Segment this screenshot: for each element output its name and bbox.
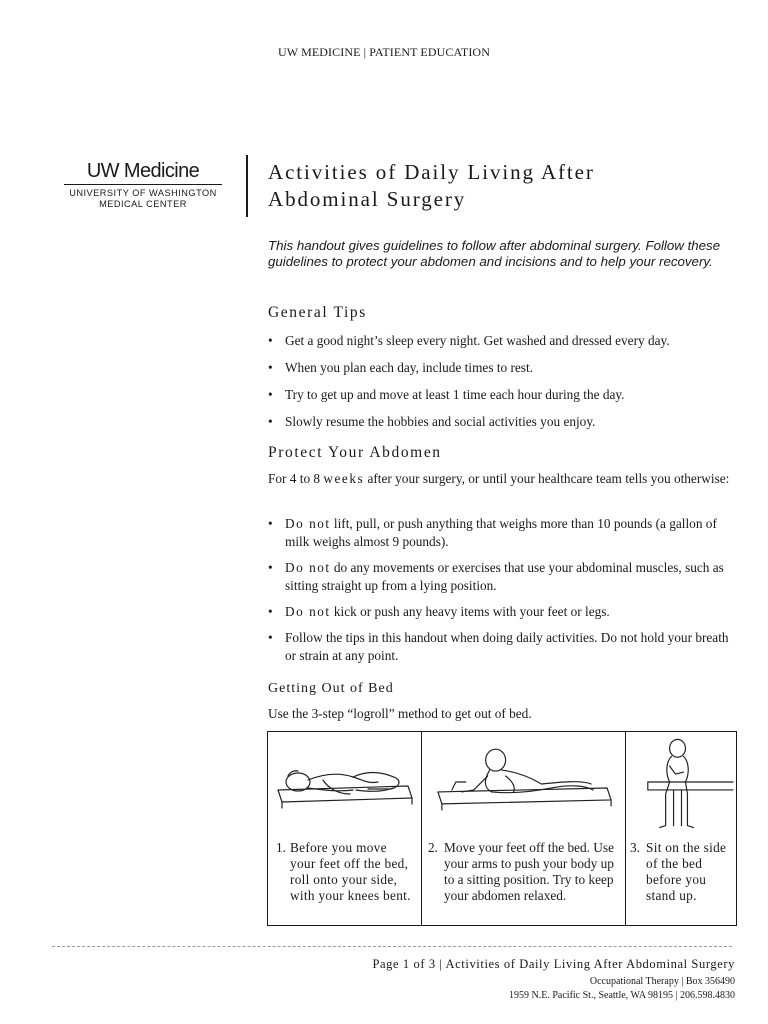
list-item: • Get a good night’s sleep every night. Get washed and dressed every day. xyxy=(268,333,670,348)
step-caption-2 xyxy=(428,840,620,904)
title-line2: Abdominal Surgery xyxy=(268,187,467,211)
title-line1: Activities of Daily Living After xyxy=(268,160,595,184)
step-cell-3 xyxy=(625,732,736,925)
protect-list xyxy=(268,515,738,673)
step-cell-1 xyxy=(268,732,421,925)
list-item-text: kick or push any heavy items with your feet or legs. xyxy=(330,604,610,619)
emphasis-text: Do not xyxy=(285,516,331,531)
list-item-text: Try to get up and move at least 1 time each hour during the day. xyxy=(285,387,625,402)
list-item-text: lift, pull, or push anything that weighs more than 10 pounds (a gallon of milk weighs almost 9 pounds). xyxy=(285,516,717,549)
general-tips-heading: General Tips xyxy=(268,304,367,321)
logo-sub-line2: MEDICAL CENTER xyxy=(99,199,187,209)
footer-page-info: Page 1 of 3 | Activities of Daily Living After Abdominal Surgery xyxy=(372,957,735,971)
pushing-up-illustration xyxy=(422,732,625,834)
general-tips-list xyxy=(268,332,738,440)
title-divider xyxy=(246,155,248,217)
emphasis-text: Do not xyxy=(285,604,331,619)
list-item: • Do not do any movements or exercises that use your abdominal muscles, such as sitting straight up from a lying position. xyxy=(268,560,724,593)
protect-lead-emph: weeks xyxy=(323,471,365,486)
list-item: • When you plan each day, include times to rest. xyxy=(268,360,534,375)
footer-department: Occupational Therapy | Box 356490 xyxy=(589,976,735,987)
step-text: Sit on the side of the bed before you stand up. xyxy=(646,840,727,903)
logo-sub-line1: UNIVERSITY OF WASHINGTON xyxy=(69,188,217,198)
list-item: • Do not kick or push any heavy items with your feet or legs. xyxy=(268,604,610,619)
list-item: • Do not lift, pull, or push anything that weighs more than 10 pounds (a gallon of milk weighs almost 9 pounds). xyxy=(268,516,717,549)
step-text: Before you move your feet off the bed, roll onto your side, with your knees bent. xyxy=(290,840,411,903)
step-caption-1 xyxy=(276,840,414,904)
list-item-text: When you plan each day, include times to rest. xyxy=(285,360,534,375)
list-item-text: Slowly resume the hobbies and social activities you enjoy. xyxy=(285,414,596,429)
getting-out-lead: Use the 3-step “logroll” method to get out of bed. xyxy=(268,706,532,721)
step-caption-3 xyxy=(630,840,734,904)
list-item: • Follow the tips in this handout when doing daily activities. Do not hold your breath or strain at any point. xyxy=(268,630,729,663)
protect-heading: Protect Your Abdomen xyxy=(268,444,442,461)
uw-medicine-logo xyxy=(64,160,222,210)
sitting-on-bed-illustration xyxy=(626,732,736,834)
page-title xyxy=(268,159,738,213)
logo-main-text: UW Medicine xyxy=(86,160,200,182)
step-cell-2 xyxy=(421,732,625,925)
logroll-steps-table xyxy=(267,731,737,926)
list-item: • Slowly resume the hobbies and social activities you enjoy. xyxy=(268,414,596,429)
list-item: • Try to get up and move at least 1 time each hour during the day. xyxy=(268,387,625,402)
protect-lead xyxy=(268,470,738,488)
lying-on-side-illustration xyxy=(268,732,421,834)
footer-divider xyxy=(52,946,732,947)
protect-lead-suffix: after your surgery, or until your healthcare team tells you otherwise: xyxy=(364,471,730,486)
intro-text: This handout gives guidelines to follow after abdominal surgery. Follow these guidelines to protect your abdomen and incisions and to help your recovery. xyxy=(268,238,721,269)
logo-divider xyxy=(64,184,222,185)
step-number: 1. xyxy=(276,840,286,855)
footer-address: 1959 N.E. Pacific St., Seattle, WA 98195 | 206.598.4830 xyxy=(509,990,735,1001)
header-text: UW MEDICINE | PATIENT EDUCATION xyxy=(278,45,490,59)
list-item-text: do any movements or exercises that use your abdominal muscles, such as sitting straight up from a lying position. xyxy=(285,560,724,593)
step-number: 2. xyxy=(428,840,438,855)
getting-out-heading: Getting Out of Bed xyxy=(268,681,394,696)
list-item-text: Get a good night’s sleep every night. Get washed and dressed every day. xyxy=(285,333,670,348)
emphasis-text: Do not xyxy=(285,560,331,575)
list-item-text: Follow the tips in this handout when doing daily activities. Do not hold your breath or strain at any point. xyxy=(285,630,729,663)
protect-lead-prefix: For 4 to 8 xyxy=(268,471,324,486)
step-number: 3. xyxy=(630,840,640,855)
step-text: Move your feet off the bed. Use your arms to push your body up to a sitting position. Try to keep your abdomen relaxed. xyxy=(444,840,614,903)
